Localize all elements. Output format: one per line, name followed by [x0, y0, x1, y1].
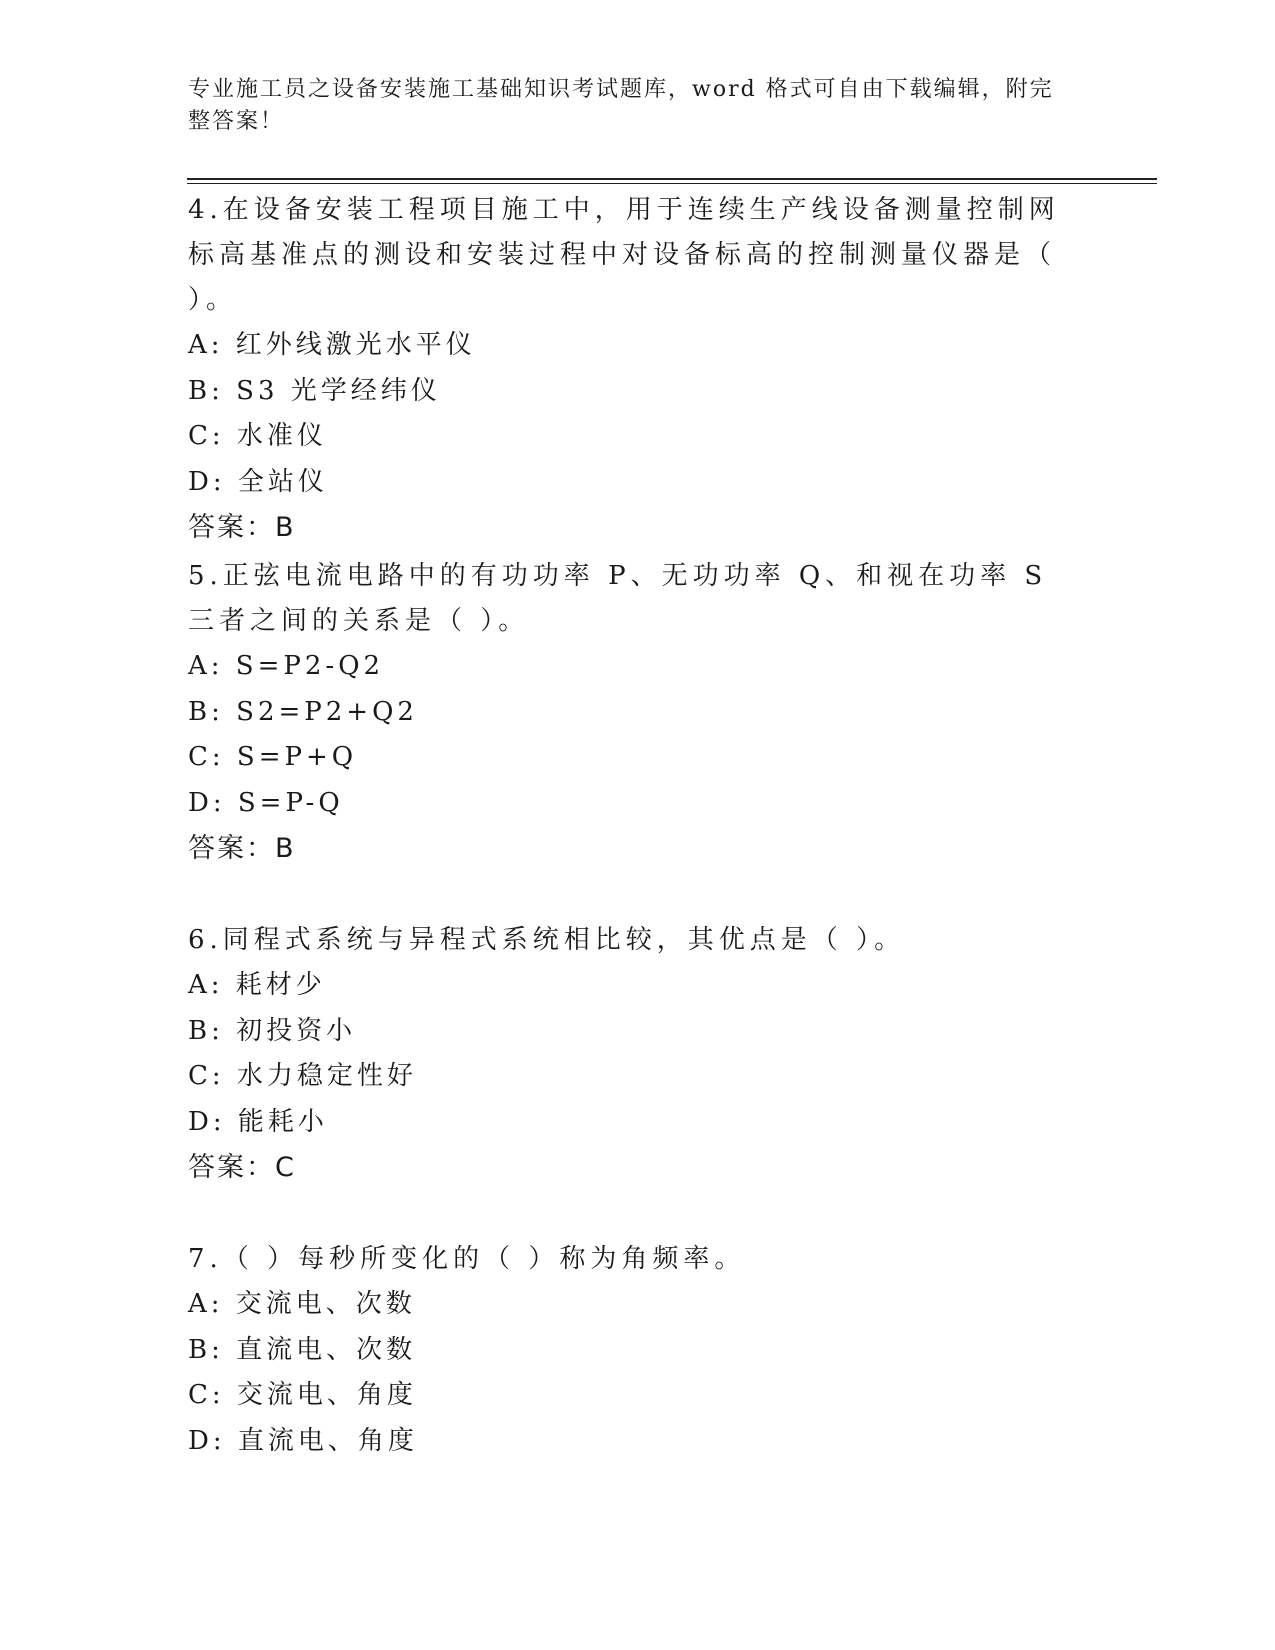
- option-d: D: 直流电、角度: [188, 1425, 418, 1456]
- question-5: [188, 554, 1088, 872]
- option-a: A: 交流电、次数: [188, 1289, 416, 1319]
- option-a: A: S=P2-Q2: [188, 651, 385, 681]
- answer: 答案：B: [188, 512, 296, 543]
- document-header: 专业施工员之设备安装施工基础知识考试题库，word 格式可自由下载编辑，附完整答案！: [188, 77, 1054, 134]
- answer: 答案：C: [188, 1152, 296, 1183]
- question-stem: 7.（ ）每秒所变化的（ ）称为角频率。: [188, 1244, 746, 1274]
- option-b: B: 直流电、次数: [188, 1334, 417, 1365]
- header-divider-thick: [187, 178, 1157, 180]
- option-c: C: 水力稳定性好: [188, 1061, 417, 1091]
- option-a: A: 耗材少: [188, 970, 326, 1000]
- option-c: C: 交流电、角度: [188, 1380, 417, 1410]
- option-d: D: S=P-Q: [188, 787, 344, 818]
- question-stem: 5.正弦电流电路中的有功功率 P、无功功率 Q、和视在功率 S 三者之间的关系是（ ）。: [188, 561, 1048, 636]
- header-divider-thin: [187, 183, 1157, 184]
- option-a: A: 红外线激光水平仪: [188, 330, 476, 360]
- option-b: B: S3 光学经纬仪: [188, 375, 441, 406]
- question-4: [188, 188, 1088, 551]
- question-stem: 6.同程式系统与异程式系统相比较，其优点是（ ）。: [188, 925, 906, 955]
- question-6: [188, 918, 1088, 1191]
- question-7: [188, 1237, 1088, 1464]
- option-c: C: S=P+Q: [188, 742, 358, 772]
- option-d: D: 全站仪: [188, 466, 328, 497]
- option-c: C: 水准仪: [188, 421, 327, 451]
- option-b: B: S2=P2+Q2: [188, 696, 418, 727]
- option-d: D: 能耗小: [188, 1106, 328, 1137]
- option-b: B: 初投资小: [188, 1015, 357, 1046]
- question-stem: 4.在设备安装工程项目施工中，用于连续生产线设备测量控制网标高基准点的测设和安装过程中对设备标高的控制测量仪器是（ ）。: [188, 195, 1060, 315]
- answer: 答案：B: [188, 833, 296, 864]
